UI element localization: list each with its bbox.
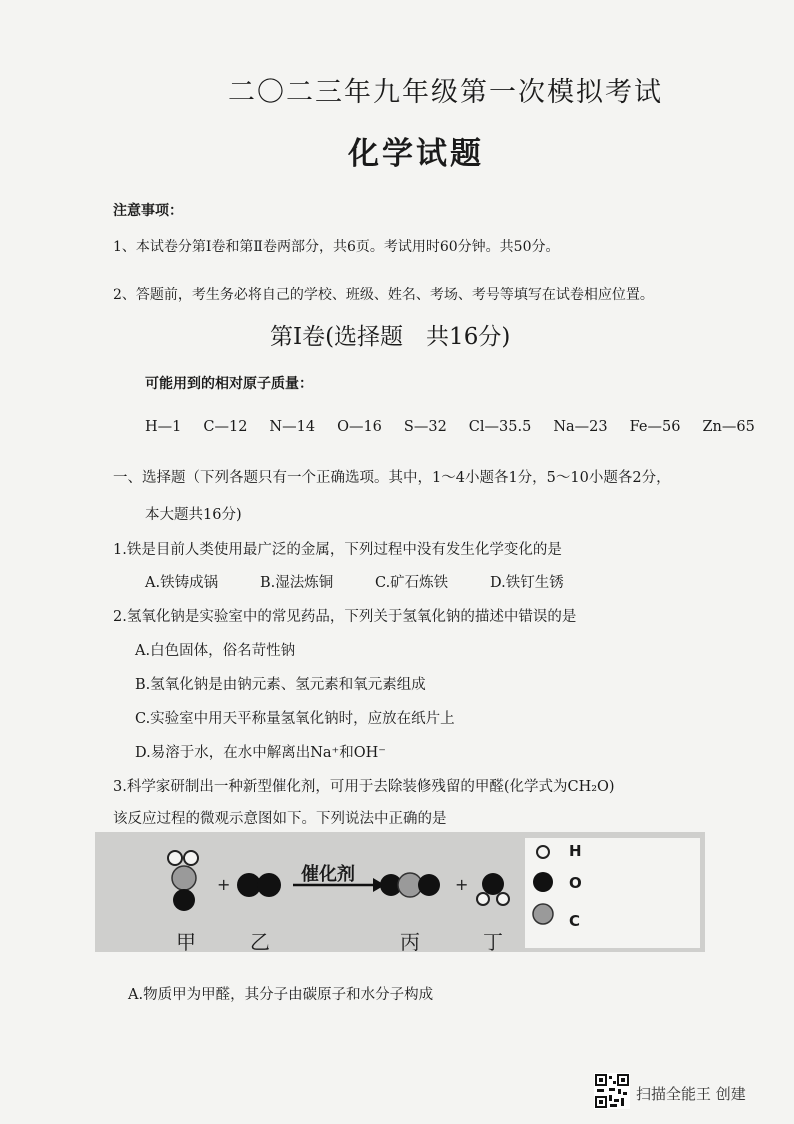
molecule-bing	[380, 873, 440, 897]
note-item-1: 1、本试卷分第Ⅰ卷和第Ⅱ卷两部分，共6页。考试用时60分钟。共50分。	[113, 239, 560, 255]
atomic-mass-item: Cl—35.5	[468, 419, 532, 435]
atomic-mass-item: C—12	[203, 419, 248, 435]
atom-legend	[525, 838, 700, 948]
qr-code-icon	[594, 1073, 630, 1109]
question-3-option-a: A.物质甲为甲醛，其分子由碳原子和水分子构成	[128, 987, 434, 1003]
exam-title: 二〇二三年九年级第一次模拟考试	[228, 77, 663, 108]
question-2-option-a: A.白色固体，俗名苛性钠	[135, 643, 296, 659]
section-title: 第Ⅰ卷(选择题 共16分)	[270, 324, 511, 350]
label-bing: 丙	[400, 930, 420, 954]
question-2-option-b: B.氢氧化钠是由钠元素、氢元素和氧元素组成	[135, 677, 426, 693]
notes-heading: 注意事项：	[113, 203, 183, 219]
molecule-jia	[168, 851, 198, 911]
note-item-2: 2、答题前，考生务必将自己的学校、班级、姓名、考场、考号等填写在试卷相应位置。	[113, 287, 654, 303]
label-yi: 乙	[250, 930, 270, 954]
atomic-mass-item: O—16	[337, 419, 382, 435]
question-3-stem-line1: 3.科学家研制出一种新型催化剂，可用于去除装修残留的甲醛(化学式为CH₂O)	[113, 779, 615, 795]
question-1-stem: 1.铁是目前人类使用最广泛的金属，下列过程中没有发生化学变化的是	[113, 542, 562, 558]
molecule-ding	[477, 873, 509, 905]
hydrogen-atom-icon	[537, 846, 549, 858]
part-heading-line1: 一、选择题（下列各题只有一个正确选项。其中，1～4小题各1分，5～10小题各2分，	[113, 470, 671, 486]
plus-sign-2: +	[455, 875, 469, 894]
part-heading-line2: 本大题共16分)	[145, 507, 242, 523]
atomic-mass-item: N—14	[269, 419, 316, 435]
question-1-option-a: A.铁铸成锅	[145, 575, 219, 591]
plus-sign-1: +	[217, 875, 231, 894]
question-1-option-c: C.矿石炼铁	[375, 575, 449, 591]
legend-c-label: C	[569, 912, 581, 930]
atomic-mass-item: Na—23	[553, 419, 608, 435]
atomic-mass-list	[145, 419, 755, 435]
atomic-mass-item: S—32	[403, 419, 447, 435]
carbon-atom-icon	[533, 904, 553, 924]
oxygen-atom-icon	[533, 872, 553, 892]
legend-o-label: O	[569, 874, 582, 892]
atomic-mass-item: Fe—56	[629, 419, 681, 435]
atomic-mass-item: Zn—65	[702, 419, 755, 435]
question-1-option-d: D.铁钉生锈	[490, 575, 564, 591]
legend-h-label: H	[569, 842, 582, 860]
catalyst-label: 催化剂	[301, 864, 355, 885]
atomic-mass-label: 可能用到的相对原子质量：	[145, 376, 313, 392]
molecule-yi	[237, 873, 281, 897]
question-3-stem-line2: 该反应过程的微观示意图如下。下列说法中正确的是	[113, 811, 447, 827]
watermark-text: 扫描全能王 创建	[636, 1085, 746, 1103]
label-ding: 丁	[483, 930, 503, 954]
question-2-stem: 2.氢氧化钠是实验室中的常见药品，下列关于氢氧化钠的描述中错误的是	[113, 609, 577, 625]
question-2-option-d: D.易溶于水，在水中解离出Na⁺和OH⁻	[135, 745, 386, 761]
question-2-option-c: C.实验室中用天平称量氢氧化钠时，应放在纸片上	[135, 711, 455, 727]
label-jia: 甲	[176, 930, 196, 954]
subject-title: 化学试题	[348, 136, 484, 172]
question-1-options	[145, 571, 605, 592]
reaction-diagram	[95, 832, 705, 952]
question-1-option-b: B.湿法炼铜	[260, 575, 334, 591]
atomic-mass-item: H—1	[145, 419, 182, 435]
